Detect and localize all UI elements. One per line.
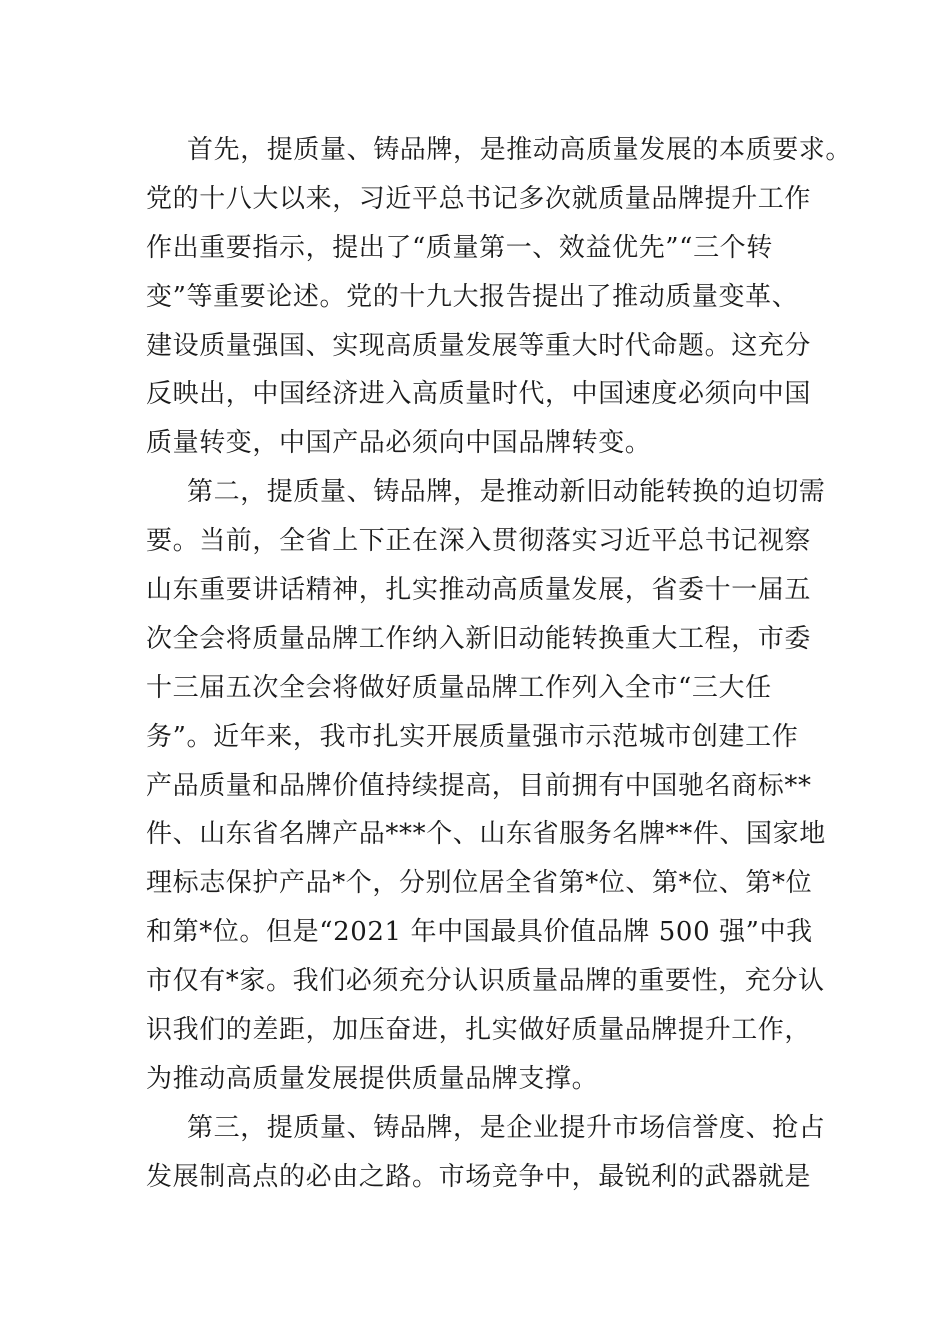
paragraph-2-line-2: 要。当前，全省上下正在深入贯彻落实习近平总书记视察 [146, 526, 812, 557]
paragraph-2-line-8: 件、山东省名牌产品***个、山东省服务名牌**件、国家地 [146, 819, 826, 850]
paragraph-3-line-2: 发展制高点的必由之路。市场竞争中，最锐利的武器就是 [146, 1161, 812, 1192]
paragraph-3-line-1: 第三，提质量、铸品牌，是企业提升市场信誉度、抢占 [187, 1112, 826, 1143]
paragraph-2-line-10: 和第*位。但是“2021 年中国最具价值品牌 500 强”中我 [146, 917, 813, 948]
paragraph-2-line-4: 次全会将质量品牌工作纳入新旧动能转换重大工程，市委 [146, 623, 812, 654]
paragraph-2-line-9: 理标志保护产品*个，分别位居全省第*位、第*位、第*位 [146, 868, 813, 899]
document-body [146, 126, 853, 1202]
paragraph-2-line-1: 第二，提质量、铸品牌，是推动新旧动能转换的迫切需 [187, 477, 826, 508]
paragraph-2-line-3: 山东重要讲话精神，扎实推动高质量发展，省委十一届五 [146, 575, 812, 606]
paragraph-2-line-6: 务”。近年来，我市扎实开展质量强市示范城市创建工作 [146, 721, 799, 752]
paragraph-2-line-12: 识我们的差距，加压奋进，扎实做好质量品牌提升工作， [146, 1015, 812, 1046]
paragraph-1-line-4: 变”等重要论述。党的十九大报告提出了推动质量变革、 [146, 281, 799, 312]
paragraph-2-line-11: 市仅有*家。我们必须充分认识质量品牌的重要性，充分认 [146, 966, 825, 997]
paragraph-1-line-1: 首先，提质量、铸品牌，是推动高质量发展的本质要求。 [187, 135, 853, 165]
paragraph-2-line-7: 产品质量和品牌价值持续提高，目前拥有中国驰名商标** [146, 770, 812, 801]
paragraph-1-line-6: 反映出，中国经济进入高质量时代，中国速度必须向中国 [146, 379, 812, 410]
paragraph-1-line-3: 作出重要指示，提出了“质量第一、效益优先”“三个转 [146, 232, 773, 263]
paragraph-2-line-5: 十三届五次全会将做好质量品牌工作列入全市“三大任 [146, 672, 772, 703]
paragraph-1-line-2: 党的十八大以来，习近平总书记多次就质量品牌提升工作 [146, 183, 812, 214]
paragraph-1-line-7: 质量转变，中国产品必须向中国品牌转变。 [146, 428, 652, 459]
paragraph-2-line-13: 为推动高质量发展提供质量品牌支撑。 [146, 1063, 599, 1094]
paragraph-1-line-5: 建设质量强国、实现高质量发展等重大时代命题。这充分 [146, 330, 812, 361]
